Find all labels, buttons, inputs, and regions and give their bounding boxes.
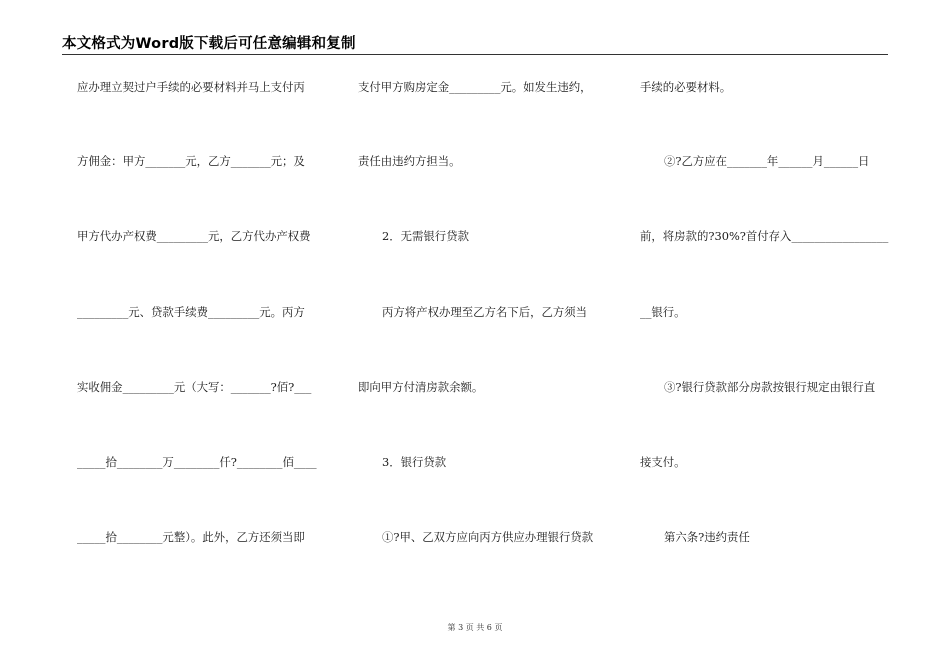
header-title: 本文格式为Word版下载后可任意编辑和复制	[62, 36, 356, 52]
col1-line-6: _____拾________万________仟?________佰____	[77, 455, 317, 469]
col1-line-7: _____拾________元整）。此外，乙方还须当即	[77, 530, 305, 544]
col1-line-5: 实收佣金_________元（大写：_______?佰?___	[77, 380, 312, 394]
col1-line-1: 应办理立契过户手续的必要材料并马上支付丙	[77, 80, 305, 94]
page-number: 第 3 页 共 6 页	[447, 623, 503, 632]
col2-line-7: ①?甲、乙双方应向丙方供应办理银行贷款	[382, 530, 594, 544]
col3-line-2: ②?乙方应在_______年______月______日	[664, 154, 870, 168]
col3-line-4: __银行。	[640, 305, 686, 319]
col2-line-3: 2．无需银行贷款	[382, 229, 469, 243]
col3-line-6: 接支付。	[640, 455, 686, 469]
col2-line-1: 支付甲方购房定金_________元。如发生违约，	[358, 80, 592, 94]
col2-line-5: 即向甲方付清房款余额。	[358, 380, 484, 394]
col3-line-5: ③?银行贷款部分房款按银行规定由银行直	[664, 380, 876, 394]
col3-line-1: 手续的必要材料。	[640, 80, 732, 94]
col1-line-2: 方佣金：甲方_______元，乙方_______元；及	[77, 154, 305, 168]
col2-line-6: 3．银行贷款	[382, 455, 447, 469]
col3-line-7: 第六条?违约责任	[664, 530, 750, 544]
col2-line-2: 责任由违约方担当。	[358, 154, 461, 168]
col1-line-4: _________元、贷款手续费_________元。丙方	[77, 305, 305, 319]
col3-line-3: 前，将房款的?30%?首付存入_________________	[640, 229, 889, 243]
document-header	[62, 32, 888, 55]
col2-line-4: 丙方将产权办理至乙方名下后，乙方须当	[382, 305, 588, 319]
col1-line-3: 甲方代办产权费_________元，乙方代办产权费	[77, 229, 311, 243]
